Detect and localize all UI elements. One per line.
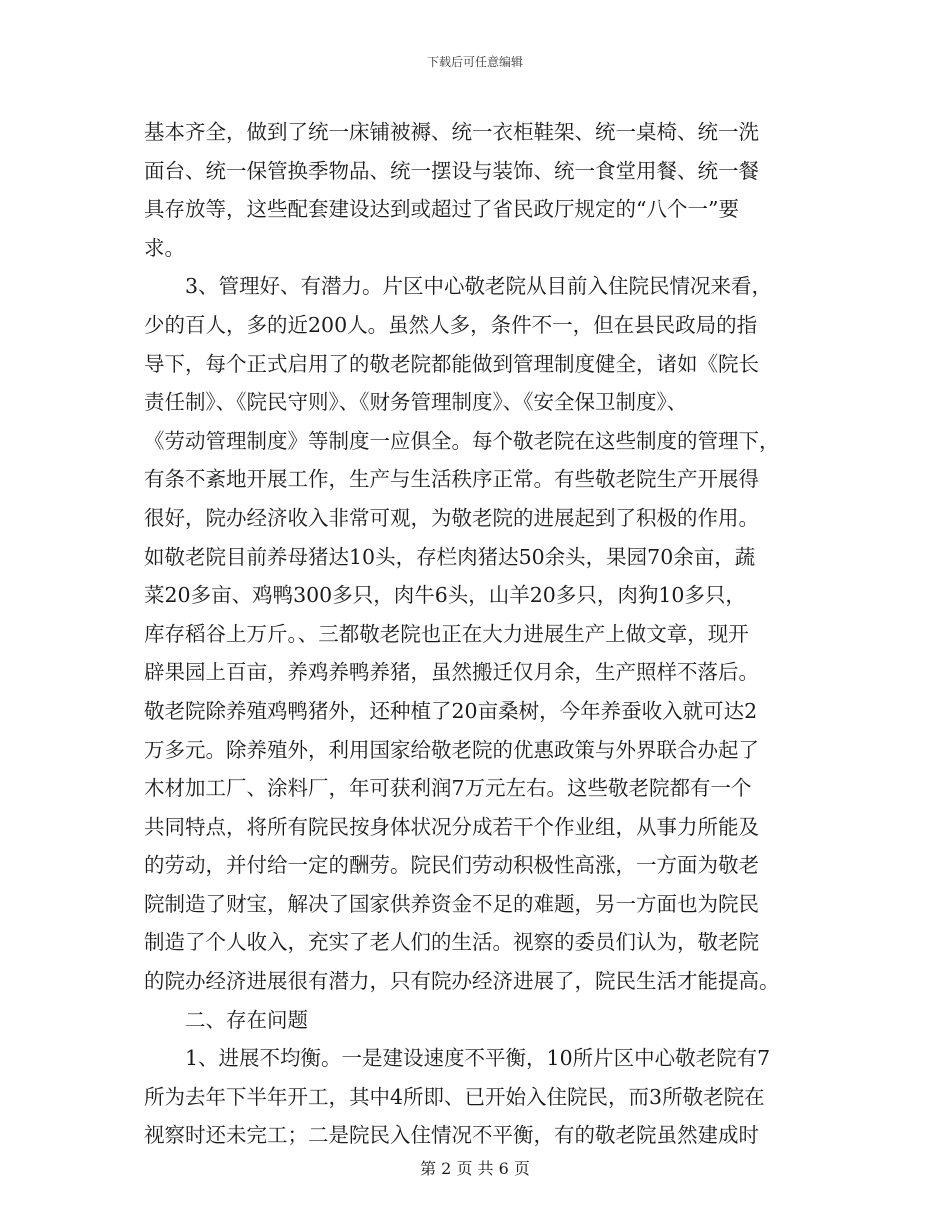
text-line: 视察时还未完工；二是院民入住情况不平衡，有的敬老院虽然建成时 [144, 1123, 759, 1148]
text-line: 少的百人，多的近200人。虽然人多，条件不一，但在县民政局的指 [144, 312, 758, 337]
text-line: 很好，院办经济收入非常可观，为敬老院的进展起到了积极的作用。 [144, 505, 759, 530]
text-line: 责任制》、《院民守则》、《财务管理制度》、《安全保卫制度》、 [144, 390, 688, 415]
page-number: 第 2 页 共 6 页 [420, 1159, 530, 1178]
text-line: 有条不紊地开展工作，生产与生活秩序正常。有些敬老院生产开展得 [144, 467, 759, 492]
text-line: 院制造了财宝，解决了国家供养资金不足的难题，另一方面也为院民 [144, 891, 759, 916]
text-line: 的劳动，并付给一定的酬劳。院民们劳动积极性高涨，一方面为敬老 [144, 853, 759, 878]
page-header: 下载后可任意编辑 [426, 55, 523, 69]
text-line: 求。 [144, 235, 185, 260]
text-line: 菜20多亩、鸡鸭300多只，肉牛6头，山羊20多只，肉狗10多只， [144, 583, 746, 608]
text-line: 《劳动管理制度》等制度一应俱全。每个敬老院在这些制度的管理下， [144, 428, 780, 453]
text-line: 万多元。除养殖外，利用国家给敬老院的优惠政策与外界联合办起了 [144, 737, 759, 762]
text-line: 基本齐全，做到了统一床铺被褥、统一衣柜鞋架、统一桌椅、统一洗 [144, 120, 759, 144]
text-line: 敬老院除养殖鸡鸭猪外，还种植了20亩桑树，今年养蚕收入就可达2 [144, 698, 758, 723]
text-line: 具存放等，这些配套建设达到或超过了省民政厅规定的“八个一”要 [144, 197, 739, 222]
text-line: 如敬老院目前养母猪达10头，存栏肉猪达50余头，果园70余亩，蔬 [144, 544, 756, 569]
paragraph-start-line: 3、管理好、有潜力。片区中心敬老院从目前入住院民情况来看， [185, 274, 773, 299]
document-body [144, 113, 806, 1155]
text-line: 所为去年下半年开工，其中4所即、已开始入住院民，而3所敬老院在 [144, 1084, 765, 1109]
section-heading: 二、存在问题 [185, 1007, 308, 1032]
text-line: 共同特点，将所有院民按身体状况分成若干个作业组，从事力所能及 [144, 814, 759, 839]
text-line: 制造了个人收入，充实了老人们的生活。视察的委员们认为，敬老院 [144, 930, 759, 955]
paragraph-start-line: 1、进展不均衡。一是建设速度不平衡，10所片区中心敬老院有7 [185, 1046, 771, 1071]
text-line: 面台、统一保管换季物品、统一摆设与装饰、统一食堂用餐、统一餐 [144, 158, 759, 183]
text-line: 木材加工厂、涂料厂，年可获利润7万元左右。这些敬老院都有一个 [144, 776, 752, 801]
text-line: 辟果园上百亩，养鸡养鸭养猪，虽然搬迁仅月余，生产照样不落后。 [144, 660, 759, 685]
text-line: 库存稻谷上万斤。、三都敬老院也正在大力进展生产上做文章，现开 [144, 621, 749, 646]
text-line: 的院办经济进展很有潜力，只有院办经济进展了，院民生活才能提高。 [144, 969, 780, 994]
text-line: 导下，每个正式启用了的敬老院都能做到管理制度健全，诸如《院长 [144, 351, 759, 376]
